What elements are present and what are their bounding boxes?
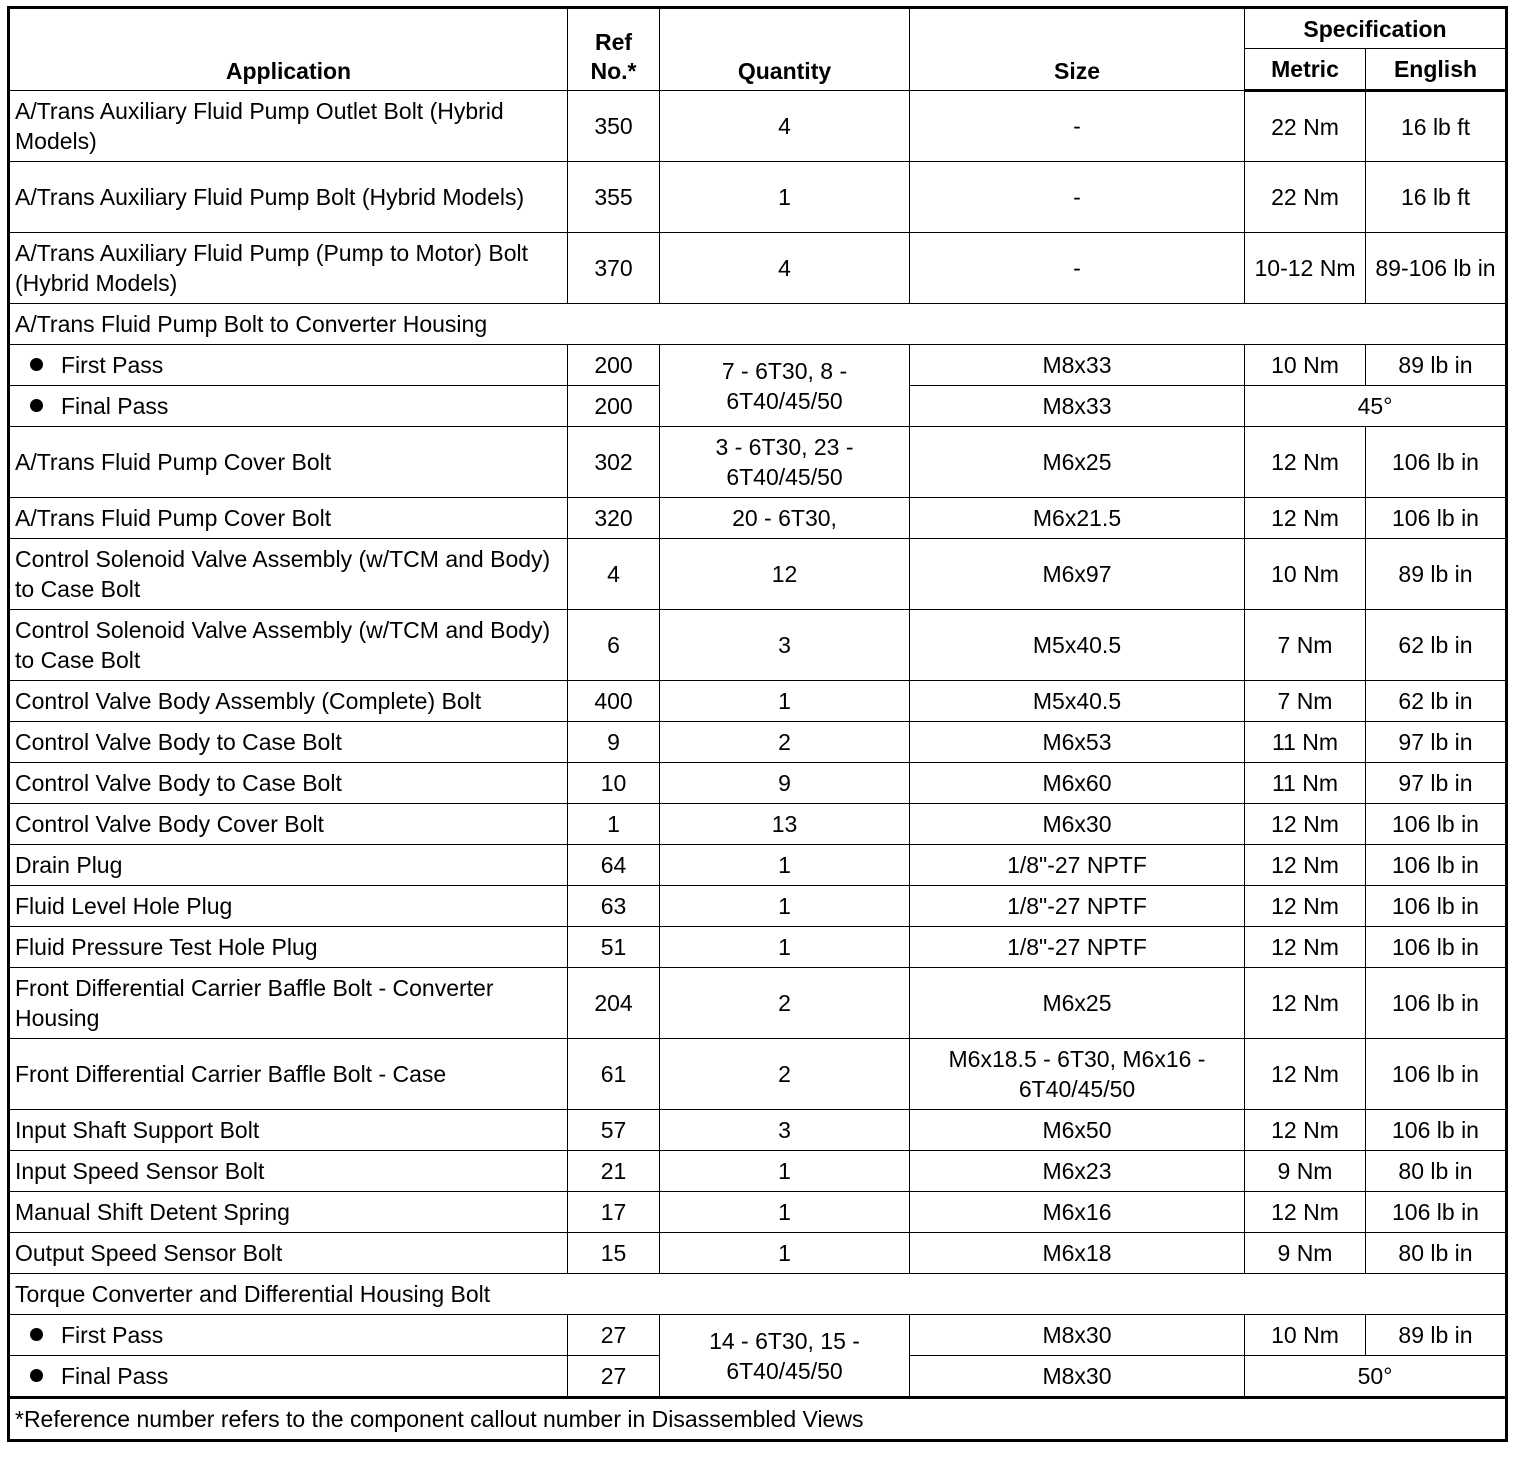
cell-quantity: 4 [660, 91, 910, 162]
cell-application: Drain Plug [9, 845, 568, 886]
cell-quantity: 13 [660, 804, 910, 845]
cell-quantity: 1 [660, 1233, 910, 1274]
group-title-row [9, 304, 1507, 345]
cell-ref: 64 [568, 845, 660, 886]
cell-ref: 4 [568, 539, 660, 610]
footnote: *Reference number refers to the component callout number in Disassembled Views [9, 1398, 1507, 1441]
cell-ref: 204 [568, 968, 660, 1039]
cell-application-final-pass [9, 1356, 568, 1398]
cell-application: A/Trans Auxiliary Fluid Pump (Pump to Motor) Bolt (Hybrid Models) [9, 233, 568, 304]
cell-metric: 9 Nm [1245, 1233, 1366, 1274]
cell-angle: 50° [1245, 1356, 1507, 1398]
cell-metric: 7 Nm [1245, 681, 1366, 722]
cell-quantity: 3 [660, 610, 910, 681]
cell-english: 89 lb in [1366, 345, 1507, 386]
cell-ref: 21 [568, 1151, 660, 1192]
cell-metric: 12 Nm [1245, 927, 1366, 968]
cell-application: A/Trans Fluid Pump Cover Bolt [9, 427, 568, 498]
bullet-icon [30, 358, 43, 371]
cell-english: 89 lb in [1366, 1315, 1507, 1356]
cell-size: M6x23 [910, 1151, 1245, 1192]
header-ref-no: Ref No.* [568, 8, 660, 91]
cell-application: Manual Shift Detent Spring [9, 1192, 568, 1233]
cell-ref: 302 [568, 427, 660, 498]
cell-size: 1/8"-27 NPTF [910, 845, 1245, 886]
table-row [9, 498, 1507, 539]
table-row [9, 1039, 1507, 1110]
pass-label: First Pass [61, 1322, 164, 1348]
cell-ref: 350 [568, 91, 660, 162]
cell-ref: 200 [568, 345, 660, 386]
table-row [9, 681, 1507, 722]
cell-ref: 17 [568, 1192, 660, 1233]
cell-english: 62 lb in [1366, 681, 1507, 722]
cell-application: Fluid Pressure Test Hole Plug [9, 927, 568, 968]
cell-quantity: 3 - 6T30, 23 - 6T40/45/50 [660, 427, 910, 498]
table-row [9, 1233, 1507, 1274]
cell-size: - [910, 233, 1245, 304]
cell-application: Front Differential Carrier Baffle Bolt - Case [9, 1039, 568, 1110]
cell-size: M6x25 [910, 427, 1245, 498]
cell-metric: 12 Nm [1245, 427, 1366, 498]
cell-ref: 9 [568, 722, 660, 763]
group-title: Torque Converter and Differential Housing Bolt [9, 1274, 1507, 1315]
table-row [9, 722, 1507, 763]
table-row [9, 91, 1507, 162]
cell-ref: 355 [568, 162, 660, 233]
cell-english: 80 lb in [1366, 1151, 1507, 1192]
table-row [9, 233, 1507, 304]
table-row [9, 927, 1507, 968]
pass-label: Final Pass [61, 393, 169, 419]
bullet-icon [30, 1328, 43, 1341]
cell-quantity: 3 [660, 1110, 910, 1151]
cell-ref: 1 [568, 804, 660, 845]
cell-metric: 12 Nm [1245, 1192, 1366, 1233]
cell-application: Control Valve Body to Case Bolt [9, 763, 568, 804]
header-english: English [1366, 49, 1507, 91]
cell-metric: 12 Nm [1245, 886, 1366, 927]
cell-size: M6x16 [910, 1192, 1245, 1233]
header-metric: Metric [1245, 49, 1366, 91]
cell-size: M6x18.5 - 6T30, M6x16 - 6T40/45/50 [910, 1039, 1245, 1110]
cell-english: 89-106 lb in [1366, 233, 1507, 304]
cell-quantity: 9 [660, 763, 910, 804]
bullet-icon [30, 399, 43, 412]
cell-application: Fluid Level Hole Plug [9, 886, 568, 927]
cell-english: 16 lb ft [1366, 91, 1507, 162]
cell-metric: 11 Nm [1245, 763, 1366, 804]
cell-size: - [910, 162, 1245, 233]
cell-quantity-merged: 14 - 6T30, 15 - 6T40/45/50 [660, 1315, 910, 1398]
cell-quantity: 1 [660, 886, 910, 927]
cell-quantity: 2 [660, 968, 910, 1039]
cell-english: 106 lb in [1366, 1110, 1507, 1151]
cell-metric: 12 Nm [1245, 845, 1366, 886]
table-row [9, 610, 1507, 681]
table-row [9, 968, 1507, 1039]
cell-english: 80 lb in [1366, 1233, 1507, 1274]
cell-ref: 57 [568, 1110, 660, 1151]
cell-angle: 45° [1245, 386, 1507, 427]
table-row [9, 763, 1507, 804]
cell-ref: 63 [568, 886, 660, 927]
cell-quantity: 20 - 6T30, [660, 498, 910, 539]
pass-label: Final Pass [61, 1363, 169, 1389]
torque-spec-document [7, 6, 1508, 1442]
cell-size: - [910, 91, 1245, 162]
torque-specification-table [7, 6, 1508, 1442]
cell-metric: 10 Nm [1245, 345, 1366, 386]
cell-size: M5x40.5 [910, 681, 1245, 722]
cell-metric: 12 Nm [1245, 1039, 1366, 1110]
header-row [9, 8, 1507, 49]
cell-ref: 61 [568, 1039, 660, 1110]
cell-ref: 6 [568, 610, 660, 681]
cell-english: 16 lb ft [1366, 162, 1507, 233]
cell-ref: 27 [568, 1356, 660, 1398]
cell-english: 106 lb in [1366, 1192, 1507, 1233]
cell-size: M6x97 [910, 539, 1245, 610]
cell-application: A/Trans Auxiliary Fluid Pump Bolt (Hybrid Models) [9, 162, 568, 233]
cell-ref: 370 [568, 233, 660, 304]
cell-application: A/Trans Auxiliary Fluid Pump Outlet Bolt (Hybrid Models) [9, 91, 568, 162]
cell-english: 106 lb in [1366, 804, 1507, 845]
cell-application-first-pass [9, 1315, 568, 1356]
cell-metric: 12 Nm [1245, 498, 1366, 539]
cell-metric: 9 Nm [1245, 1151, 1366, 1192]
cell-metric: 10 Nm [1245, 539, 1366, 610]
cell-application: Control Solenoid Valve Assembly (w/TCM and Body) to Case Bolt [9, 539, 568, 610]
table-body [9, 91, 1507, 1441]
table-row [9, 886, 1507, 927]
cell-application: A/Trans Fluid Pump Cover Bolt [9, 498, 568, 539]
cell-english: 106 lb in [1366, 845, 1507, 886]
table-row [9, 804, 1507, 845]
pass-label: First Pass [61, 352, 164, 378]
table-row [9, 539, 1507, 610]
cell-size: M8x30 [910, 1315, 1245, 1356]
cell-size: M6x53 [910, 722, 1245, 763]
cell-quantity: 1 [660, 927, 910, 968]
cell-size: 1/8"-27 NPTF [910, 886, 1245, 927]
table-row [9, 1151, 1507, 1192]
header-quantity: Quantity [660, 8, 910, 91]
group-title: A/Trans Fluid Pump Bolt to Converter Housing [9, 304, 1507, 345]
group-title-row [9, 1274, 1507, 1315]
cell-size: M8x33 [910, 386, 1245, 427]
cell-quantity: 1 [660, 845, 910, 886]
cell-english: 97 lb in [1366, 722, 1507, 763]
cell-ref: 15 [568, 1233, 660, 1274]
cell-metric: 7 Nm [1245, 610, 1366, 681]
cell-application: Control Valve Body Assembly (Complete) Bolt [9, 681, 568, 722]
cell-size: M6x21.5 [910, 498, 1245, 539]
cell-ref: 51 [568, 927, 660, 968]
cell-metric: 22 Nm [1245, 91, 1366, 162]
cell-ref: 200 [568, 386, 660, 427]
cell-english: 106 lb in [1366, 927, 1507, 968]
cell-quantity: 4 [660, 233, 910, 304]
cell-application-first-pass [9, 345, 568, 386]
cell-metric: 12 Nm [1245, 1110, 1366, 1151]
table-row [9, 845, 1507, 886]
cell-size: M6x50 [910, 1110, 1245, 1151]
cell-size: M8x33 [910, 345, 1245, 386]
cell-size: M5x40.5 [910, 610, 1245, 681]
footnote-row [9, 1398, 1507, 1441]
cell-english: 106 lb in [1366, 886, 1507, 927]
header-application: Application [9, 8, 568, 91]
cell-application: Input Shaft Support Bolt [9, 1110, 568, 1151]
cell-metric: 10 Nm [1245, 1315, 1366, 1356]
bullet-icon [30, 1369, 43, 1382]
cell-size: M6x25 [910, 968, 1245, 1039]
table-row [9, 1110, 1507, 1151]
table-row-first-pass [9, 1315, 1507, 1356]
table-row [9, 1192, 1507, 1233]
cell-size: M8x30 [910, 1356, 1245, 1398]
cell-ref: 400 [568, 681, 660, 722]
cell-size: M6x60 [910, 763, 1245, 804]
cell-quantity: 1 [660, 1151, 910, 1192]
cell-english: 106 lb in [1366, 427, 1507, 498]
cell-quantity: 2 [660, 722, 910, 763]
cell-quantity: 1 [660, 681, 910, 722]
table-row [9, 427, 1507, 498]
cell-quantity: 12 [660, 539, 910, 610]
cell-application: Control Solenoid Valve Assembly (w/TCM and Body) to Case Bolt [9, 610, 568, 681]
cell-quantity: 1 [660, 162, 910, 233]
cell-metric: 12 Nm [1245, 968, 1366, 1039]
cell-size: 1/8"-27 NPTF [910, 927, 1245, 968]
cell-application: Control Valve Body to Case Bolt [9, 722, 568, 763]
cell-size: M6x30 [910, 804, 1245, 845]
cell-ref: 320 [568, 498, 660, 539]
cell-metric: 10-12 Nm [1245, 233, 1366, 304]
cell-size: M6x18 [910, 1233, 1245, 1274]
cell-english: 62 lb in [1366, 610, 1507, 681]
cell-quantity: 1 [660, 1192, 910, 1233]
cell-english: 97 lb in [1366, 763, 1507, 804]
cell-english: 89 lb in [1366, 539, 1507, 610]
cell-ref: 10 [568, 763, 660, 804]
cell-application: Control Valve Body Cover Bolt [9, 804, 568, 845]
cell-application: Front Differential Carrier Baffle Bolt - Converter Housing [9, 968, 568, 1039]
cell-english: 106 lb in [1366, 498, 1507, 539]
header-specification: Specification [1245, 8, 1507, 49]
cell-english: 106 lb in [1366, 1039, 1507, 1110]
cell-metric: 22 Nm [1245, 162, 1366, 233]
header-size: Size [910, 8, 1245, 91]
table-row [9, 162, 1507, 233]
cell-quantity-merged: 7 - 6T30, 8 - 6T40/45/50 [660, 345, 910, 427]
cell-application: Output Speed Sensor Bolt [9, 1233, 568, 1274]
cell-metric: 12 Nm [1245, 804, 1366, 845]
cell-metric: 11 Nm [1245, 722, 1366, 763]
cell-english: 106 lb in [1366, 968, 1507, 1039]
cell-application: Input Speed Sensor Bolt [9, 1151, 568, 1192]
cell-ref: 27 [568, 1315, 660, 1356]
table-row-first-pass [9, 345, 1507, 386]
cell-application-final-pass [9, 386, 568, 427]
cell-quantity: 2 [660, 1039, 910, 1110]
